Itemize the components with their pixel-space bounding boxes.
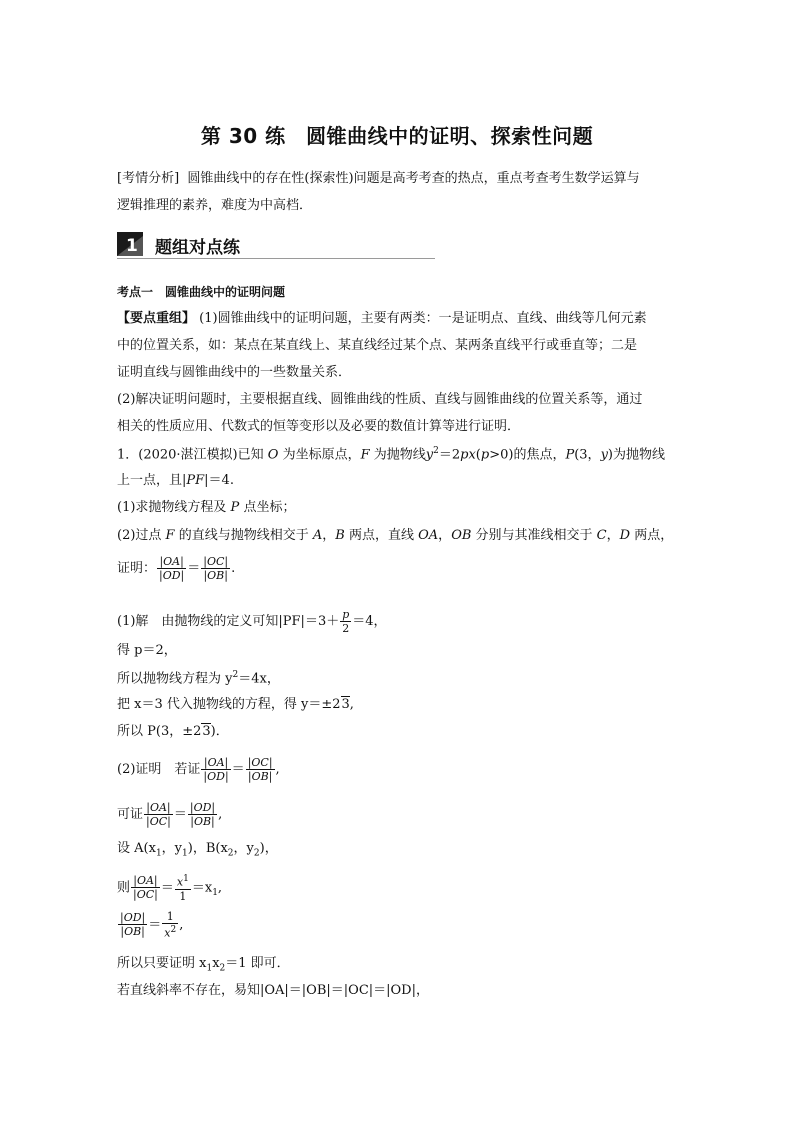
problem-text: 为抛物线 [613, 447, 666, 463]
problem-text: 1．(2020·湛江模拟)已知 [117, 447, 264, 463]
section-title: 题组对点练 [155, 238, 240, 258]
question-text: 点坐标； [243, 500, 296, 515]
question-text: (2)过点 [117, 528, 162, 543]
fraction: $\frac{|OC|}{|OB|}$ [247, 756, 273, 783]
solution-line-10: $\frac{|OD|}{|OB|}$ ＝ $\frac{1}{x^2}$ , [120, 910, 184, 940]
section-header [117, 230, 435, 260]
question-text: 分别与其准线相交于 [475, 528, 593, 543]
solution-text: 则 [117, 880, 131, 896]
solution-text: 所以抛物线方程为 y [117, 671, 233, 687]
solution-text: x [212, 956, 220, 971]
fraction: $\frac{|OA|}{|OD|}$ [203, 756, 229, 783]
solution-line-4: 把 x＝3 代入抛物线的方程，得 y＝±23, [117, 697, 354, 712]
question-text: (1)求抛物线方程及 [117, 500, 227, 515]
fraction: $\frac{1}{x^2}$ [164, 910, 177, 940]
question-text: 两点，直线 [348, 528, 414, 543]
question-1: (1)求抛物线方程及 P 点坐标； [117, 500, 296, 515]
solution-text: 把 x＝3 代入抛物线的方程，得 y＝±2 [117, 697, 341, 712]
question-text: 的直线与抛物线相交于 [178, 528, 309, 543]
key-points-line-3: 证明直线与圆锥曲线中的一些数量关系． [117, 365, 352, 380]
solution-line-12: 若直线斜率不存在，易知|OA|＝|OB|＝|OC|＝|OD|， [117, 983, 429, 998]
question-2: (2)过点 F 的直线与抛物线相交于 A，B 两点，直线 OA，OB 分别与其准线相交于 C，D 两点， [117, 528, 674, 543]
solution-line-9: 则 $\frac{|OA|}{|OC|}$ ＝ $\frac{x^1}{1}$ $=x_1$, [117, 874, 223, 903]
section-number: 1 [126, 236, 138, 256]
solution-text: )， [259, 841, 278, 856]
solution-line-7: 可证 $\frac{|OA|}{|OC|}$ ＝ $\frac{|OD|}{|OB|}$ , [117, 801, 223, 828]
fraction: $\frac{|OA|}{|OC|}$ [133, 874, 158, 902]
problem-text: 为抛物线 [373, 447, 426, 463]
solution-line-6: (2)证明 若证 $\frac{|OA|}{|OD|}$ ＝ $\frac{|OC|}{|OB|}$ , [117, 756, 280, 783]
key-points-label: 【要点重组】 [117, 311, 196, 326]
fraction: $\frac{|OA|}{|OD|}$ [159, 555, 185, 582]
key-points-line-4: (2)解决证明问题时，主要根据直线、圆锥曲线的性质、直线与圆锥曲线的位置关系等，通过 [117, 392, 643, 407]
solution-line-5 [117, 725, 229, 738]
fraction: $\frac{|OA|}{|OC|}$ [146, 801, 171, 828]
question-text: 两点， [634, 528, 674, 543]
problem-text: 的焦点， [513, 447, 566, 463]
key-points-line-1 [117, 312, 647, 325]
solution-text: ＝4， [352, 614, 387, 629]
solution-text: 设 A(x [117, 841, 156, 856]
fraction: $\frac{x^1}{1}$ [176, 874, 189, 903]
problem-text: |＝4. [204, 473, 234, 488]
solution-text: ＝1 即可． [225, 956, 290, 971]
prove-statement: 证明： $\frac{|OA|}{|OD|}$ ＝ $\frac{|OC|}{|OB|}$ . [117, 555, 236, 582]
fraction: $\frac{|OD|}{|OB|}$ [120, 911, 146, 939]
solution-text: (2)证明 若证 [117, 762, 201, 777]
fraction: $\frac{|OD|}{|OB|}$ [189, 801, 216, 828]
solution-line-1 [117, 608, 387, 635]
analysis-line-1 [117, 172, 640, 185]
solution-text: 所以只要证明 x [117, 956, 207, 971]
fraction: $\frac{p}{2}$ [342, 608, 350, 635]
analysis-text-1: 圆锥曲线中的存在性(探索性)问题是高考考查的热点，重点考查考生数学运算与 [187, 171, 640, 186]
problem-text: 为坐标原点， [282, 447, 361, 463]
sqrt-value: 3 [202, 724, 211, 739]
key-points-text-1: (1)圆锥曲线中的证明问题，主要有两类：一是证明点、直线、曲线等几何元素 [199, 311, 647, 326]
solution-text: 所以 P(3，±2 [117, 724, 202, 739]
solution-text: (1)解 由抛物线的定义可知|PF|＝3＋ [117, 614, 340, 629]
solution-text: 可证 [117, 807, 144, 822]
solution-text: )，B(x [187, 841, 228, 856]
problem-line-2: 上一点，且|PF|＝4. [117, 473, 234, 488]
prove-label: 证明： [117, 561, 157, 576]
solution-text: ＝x [191, 880, 213, 896]
kaodian-heading: 考点一 圆锥曲线中的证明问题 [117, 285, 286, 299]
solution-line-11: 所以只要证明 $x_1x_2=1$ 即可． [117, 956, 290, 974]
solution-text: ，y [161, 841, 183, 856]
solution-text: ，y [233, 841, 254, 856]
solution-line-2: 得 p＝2， [117, 643, 177, 658]
solution-text: ＝4x， [238, 671, 280, 687]
section-number-icon [117, 232, 143, 256]
solution-text: )． [210, 724, 229, 739]
analysis-label: [考情分析] [117, 171, 180, 186]
problem-line-1: 1．(2020·湛江模拟)已知 O 为坐标原点，F 为抛物线$y^2=2px(p>0)$的焦点，P(3，y)为抛物线 [117, 446, 666, 463]
key-points-line-2: 中的位置关系，如：某点在某直线上、某直线经过某个点、某两条直线平行或垂直等；二是 [117, 338, 638, 353]
section-divider [117, 258, 435, 259]
solution-line-8: 设 $A(x_1$，$y_1$)，$B(x_2$，$y_2$)， [117, 841, 278, 859]
solution-line-3: 所以抛物线方程为 $y^2=4x$， [117, 670, 280, 687]
sqrt-value: 3 [341, 697, 350, 712]
problem-text: 上一点，且| [117, 473, 187, 488]
key-points-line-5: 相关的性质应用、代数式的恒等变形以及必要的数值计算等进行证明． [117, 419, 521, 434]
analysis-line-2: 逻辑推理的素养，难度为中高档． [117, 198, 313, 213]
fraction: $\frac{|OC|}{|OB|}$ [203, 555, 229, 582]
page-title: 第 30 练 圆锥曲线中的证明、探索性问题 [200, 124, 594, 148]
